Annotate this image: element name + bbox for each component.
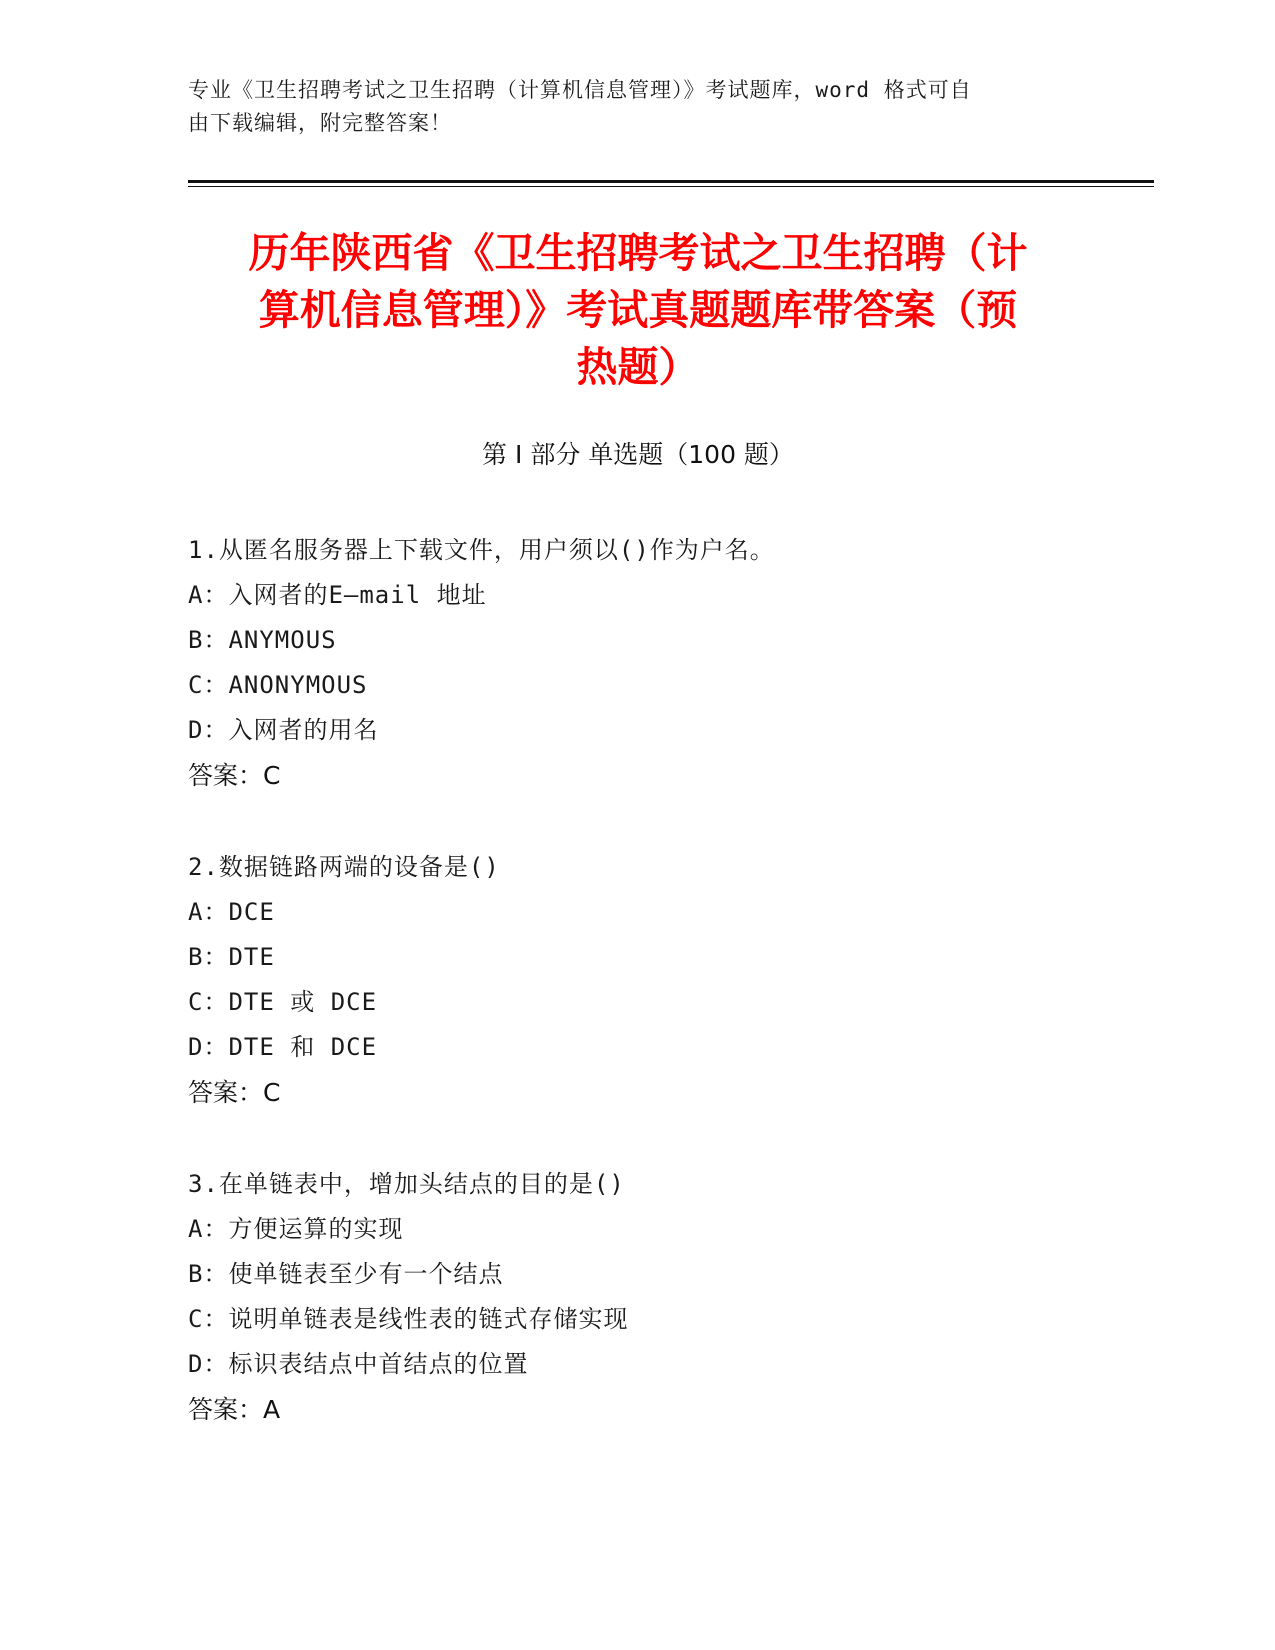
question-stem: 3.在单链表中，增加头结点的目的是(): [188, 1170, 625, 1198]
header-note-line-2: 由下载编辑，附完整答案！: [188, 111, 452, 135]
document-title-line-1: 历年陕西省《卫生招聘考试之卫生招聘（计: [248, 229, 1028, 277]
header-divider-thick: [188, 180, 1154, 183]
option-a: A：方便运算的实现: [188, 1215, 404, 1243]
option-d: D：DTE 和 DCE: [188, 1033, 378, 1061]
option-a: A：入网者的E—mail 地址: [188, 581, 487, 609]
option-b: B：使单链表至少有一个结点: [188, 1260, 504, 1288]
header-note: [188, 74, 1088, 140]
answer: 答案：C: [188, 1078, 281, 1107]
option-c: C：说明单链表是线性表的链式存储实现: [188, 1305, 629, 1333]
question-stem: 1.从匿名服务器上下载文件，用户须以()作为户名。: [188, 536, 775, 564]
header-divider-thin: [188, 186, 1154, 187]
answer: 答案：C: [188, 761, 281, 790]
option-d: D：入网者的用名: [188, 716, 379, 744]
header-note-line-1: 专业《卫生招聘考试之卫生招聘（计算机信息管理）》考试题库，word 格式可自: [188, 78, 972, 102]
question-stem: 2.数据链路两端的设备是(): [188, 853, 500, 881]
option-b: B：ANYMOUS: [188, 626, 337, 654]
option-d: D：标识表结点中首结点的位置: [188, 1350, 529, 1378]
option-a: A：DCE: [188, 898, 275, 926]
section-heading: 第 I 部分 单选题（100 题）: [482, 440, 794, 469]
document-title-line-3: 热题）: [576, 343, 700, 391]
option-b: B：DTE: [188, 943, 275, 971]
document-title-line-2: 算机信息管理）》考试真题题库带答案（预: [258, 286, 1018, 334]
question-3: [188, 1162, 1088, 1432]
answer: 答案：A: [188, 1395, 281, 1424]
document-title: [188, 225, 1088, 396]
option-c: C：DTE 或 DCE: [188, 988, 378, 1016]
question-2: [188, 845, 1088, 1115]
option-c: C：ANONYMOUS: [188, 671, 368, 699]
question-1: [188, 528, 1088, 798]
